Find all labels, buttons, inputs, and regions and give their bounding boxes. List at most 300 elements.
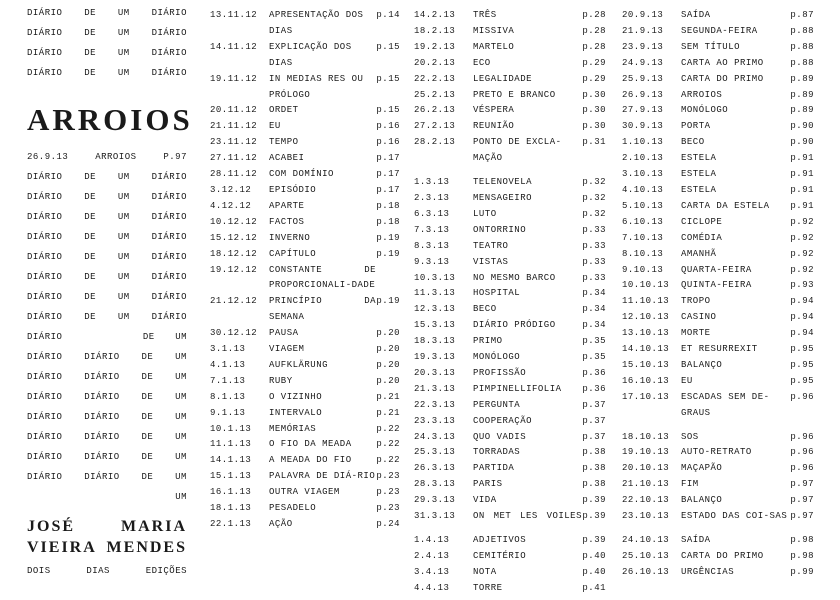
- entry-date: 7.3.13: [414, 224, 450, 235]
- entry-date: 9.3.13: [414, 256, 450, 267]
- repeat-line: [27, 432, 187, 452]
- entry-date: 1.3.13: [414, 177, 450, 188]
- entry-page: p.34: [582, 320, 606, 331]
- entry-page: p.32: [582, 192, 606, 203]
- entry-date: 28.2.13: [414, 137, 456, 148]
- entry-date: 14.11.12: [210, 41, 258, 52]
- entry-title: APRESENTAÇÃO DOS DIAS: [269, 10, 364, 36]
- entry-date: 21.10.13: [622, 479, 670, 490]
- word: DE: [141, 452, 154, 462]
- entry-page: p.30: [582, 105, 606, 116]
- entry-date: 8.10.13: [622, 248, 664, 259]
- toc-entry: [414, 493, 606, 509]
- entry-date: 8.3.13: [414, 240, 450, 251]
- entry-title: BECO: [681, 137, 705, 148]
- entry-date: 7.10.13: [622, 232, 664, 243]
- entry-title: INVERNO: [269, 232, 311, 243]
- toc-entry: [622, 374, 814, 390]
- word: DE: [84, 48, 97, 58]
- word: DIAS: [86, 566, 110, 576]
- toc-entry: [622, 477, 814, 493]
- entry-title: O FIO DA MEADA: [269, 439, 352, 450]
- entry-title: ECO: [473, 57, 491, 68]
- entry-date: 24.9.13: [622, 57, 664, 68]
- entry-page: p.98: [790, 535, 814, 545]
- word: DIÁRIO: [151, 212, 187, 222]
- entry-title: MONÓLOGO: [473, 352, 521, 363]
- toc-entry: [622, 167, 814, 183]
- entry-page: p.33: [582, 256, 606, 267]
- toc-entry: [622, 88, 814, 104]
- entry-page: p.21: [376, 407, 400, 418]
- entry-title: CAPÍTULO: [269, 248, 317, 259]
- entry-date: 25.3.13: [414, 447, 456, 458]
- toc-entry: [210, 135, 400, 151]
- toc-entry: [210, 453, 400, 469]
- word: DE: [84, 312, 97, 322]
- entry-page: p.97: [790, 479, 814, 490]
- toc-entry: [210, 294, 400, 326]
- word: JOSÉ: [27, 518, 76, 535]
- entry-title: VISTAS: [473, 256, 509, 267]
- entry-date: 12.3.13: [414, 304, 456, 315]
- entry-page: p.33: [582, 272, 606, 283]
- entry-date: 18.10.13: [622, 431, 670, 442]
- toc-entry: [210, 247, 400, 263]
- toc-entry: [414, 271, 606, 287]
- entry-page: p.15: [376, 73, 400, 84]
- word: UM: [175, 332, 187, 342]
- word: DIÁRIO: [27, 172, 63, 182]
- entry-date: 19.11.12: [210, 73, 258, 84]
- entry-date: 27.11.12: [210, 153, 258, 164]
- entry-page: p.23: [376, 471, 400, 482]
- repeat-line: [27, 232, 187, 252]
- entry-title: TRÊS: [473, 10, 497, 20]
- entry-date: 26.3.13: [414, 463, 456, 474]
- entry-title: CICLOPE: [681, 216, 723, 227]
- entry-title: CARTA DA ESTELA: [681, 200, 770, 211]
- entry-date: 25.9.13: [622, 73, 664, 84]
- entry-title: HOSPITAL: [473, 288, 521, 299]
- entry-title: AÇÃO: [269, 519, 293, 529]
- entry-page: p.35: [582, 352, 606, 363]
- word: DIÁRIO: [84, 392, 120, 402]
- entry-page: p.93: [790, 280, 814, 291]
- entry-date: 19.12.12: [210, 264, 258, 275]
- repeat-line: [27, 172, 187, 192]
- word: DIÁRIO: [84, 432, 120, 442]
- toc-entry: [414, 40, 606, 56]
- entry-title: ET RESURREXIT: [681, 344, 758, 355]
- entry-page: p.92: [790, 216, 814, 227]
- entry-date: 24.10.13: [622, 535, 670, 545]
- toc-entry: [414, 445, 606, 461]
- entry-date: 25.10.13: [622, 550, 670, 561]
- toc-entry: [622, 151, 814, 167]
- word: DIÁRIO: [27, 48, 63, 58]
- toc-entry: [622, 565, 814, 581]
- word: DIÁRIO: [151, 292, 187, 302]
- entry-date: 26.9.13: [622, 89, 664, 100]
- word: UM: [175, 412, 187, 422]
- toc-entry: [414, 477, 606, 493]
- word: DE: [84, 292, 97, 302]
- entry-page: p.98: [790, 550, 814, 561]
- repeat-line: [27, 392, 187, 412]
- repeat-line: [27, 48, 187, 68]
- word: UM: [117, 212, 130, 222]
- entry-page: p.89: [790, 89, 814, 100]
- entry-title: PERGUNTA: [473, 399, 521, 410]
- entry-date: 20.2.13: [414, 57, 456, 68]
- entry-page: p.41: [582, 582, 606, 593]
- entry-title: PIMPINELLIFOLIA: [473, 383, 562, 394]
- cover-column: [27, 8, 193, 576]
- word: DIÁRIO: [27, 8, 63, 18]
- entry-title: VIAGEM: [269, 344, 305, 355]
- entry-page: p.28: [582, 10, 606, 20]
- section-gap: [622, 422, 814, 430]
- title-entry: [27, 152, 187, 172]
- entry-title: PROFISSÃO: [473, 367, 527, 378]
- entry-date: 29.3.13: [414, 495, 456, 506]
- entry-date: 22.3.13: [414, 399, 456, 410]
- toc-entry: [414, 135, 606, 167]
- entry-title: AUTO-RETRATO: [681, 447, 752, 458]
- entry-title: SEGUNDA-FEIRA: [681, 25, 758, 36]
- toc-column-4: [622, 8, 814, 581]
- entry-page: p.38: [582, 447, 606, 458]
- entry-page: p.35: [582, 336, 606, 347]
- toc-entry: [622, 390, 814, 422]
- entry-title: LUTO: [473, 208, 497, 219]
- word: DIÁRIO: [27, 312, 63, 322]
- entry-date: 20.3.13: [414, 367, 456, 378]
- entry-date: 18.12.12: [210, 248, 258, 259]
- repeat-line: [27, 352, 187, 372]
- entry-title: QUINTA-FEIRA: [681, 280, 752, 291]
- entry-date: 19.3.13: [414, 352, 456, 363]
- entry-title: COM DOMÍNIO: [269, 169, 334, 180]
- entry-page: p.32: [582, 208, 606, 219]
- toc-entry: [622, 103, 814, 119]
- section-gap: [622, 525, 814, 533]
- entry-date: 23.11.12: [210, 137, 258, 148]
- entry-date: 8.1.13: [210, 391, 246, 402]
- word: DIÁRIO: [151, 68, 187, 78]
- entry-date: 23.10.13: [622, 511, 670, 522]
- toc-entry: [622, 509, 814, 525]
- entry-title: ESCADAS SEM DE-GRAUS: [681, 391, 770, 418]
- entry-title: ESTELA: [681, 169, 717, 180]
- entry-title: ARROIOS: [95, 152, 137, 162]
- entry-page: p.36: [582, 367, 606, 378]
- entry-page: p.21: [376, 391, 400, 402]
- entry-date: 1.10.13: [622, 137, 664, 148]
- word: DIÁRIO: [151, 192, 187, 202]
- toc-entry: [622, 430, 814, 446]
- word: DE: [84, 28, 97, 38]
- toc-entry: [414, 88, 606, 104]
- toc-entry: [622, 56, 814, 72]
- entry-date: 4.4.13: [414, 582, 450, 593]
- entry-page: p.23: [376, 487, 400, 498]
- word: UM: [117, 272, 130, 282]
- entry-page: p.33: [582, 240, 606, 251]
- entry-date: 13.10.13: [622, 328, 670, 339]
- toc-entry: [414, 24, 606, 40]
- word: DIÁRIO: [84, 452, 120, 462]
- toc-entry: [622, 549, 814, 565]
- author-name: [27, 516, 187, 558]
- toc-entry: [210, 358, 400, 374]
- toc-entry: [622, 310, 814, 326]
- entry-date: 30.12.12: [210, 328, 258, 339]
- toc-entry: [622, 8, 814, 24]
- entry-page: p.30: [582, 121, 606, 132]
- entry-title: PORTA: [681, 121, 711, 132]
- repeat-line: [27, 372, 187, 392]
- toc-entry: [414, 223, 606, 239]
- repeat-line: [27, 332, 187, 352]
- entry-title: CASINO: [681, 312, 717, 323]
- word: DIÁRIO: [27, 372, 63, 382]
- entry-page: p.18: [376, 200, 400, 211]
- word: DIÁRIO: [151, 172, 187, 182]
- entry-title: PESADELO: [269, 503, 317, 514]
- entry-page: p.20: [376, 375, 400, 386]
- entry-title: TEATRO: [473, 240, 509, 251]
- word: DOIS: [27, 566, 51, 576]
- entry-date: 20.9.13: [622, 10, 664, 20]
- repeat-line: [27, 312, 187, 332]
- entry-title: QUO VADIS: [473, 431, 527, 442]
- word: DE: [84, 272, 97, 282]
- entry-date: 14.2.13: [414, 10, 456, 20]
- word: EDIÇÕES: [145, 566, 187, 576]
- entry-page: p.94: [790, 328, 814, 339]
- entry-date: 17.10.13: [622, 391, 670, 402]
- entry-date: 10.1.13: [210, 423, 252, 434]
- toc-entry: [622, 342, 814, 358]
- entry-title: COMÉDIA: [681, 232, 723, 243]
- toc-entry: [414, 286, 606, 302]
- entry-title: PAUSA: [269, 328, 299, 339]
- entry-title: CEMITÉRIO: [473, 550, 527, 561]
- entry-title: PRETO E BRANCO: [473, 89, 556, 100]
- word: DIÁRIO: [27, 28, 63, 38]
- word: UM: [117, 252, 130, 262]
- entry-page: p.88: [790, 57, 814, 68]
- toc-entry: [414, 72, 606, 88]
- entry-page: p.91: [790, 200, 814, 211]
- word: UM: [175, 452, 187, 462]
- entry-title: PALAVRA DE DIÁ-RIO: [269, 471, 376, 482]
- word: DIÁRIO: [84, 352, 120, 362]
- entry-page: p.16: [376, 137, 400, 148]
- repeat-block-a: [27, 172, 187, 332]
- entry-page: p.38: [582, 479, 606, 490]
- toc-entry: [414, 461, 606, 477]
- toc-entry: [414, 302, 606, 318]
- toc-entry: [622, 183, 814, 199]
- entry-title: CARTA DO PRIMO: [681, 73, 764, 84]
- entry-page: p.96: [790, 431, 814, 442]
- toc-entry: [414, 581, 606, 597]
- toc-entry: [414, 366, 606, 382]
- header-repeat: [27, 8, 187, 88]
- toc-entry: [414, 103, 606, 119]
- entry-title: BALANÇO: [681, 495, 723, 506]
- entry-date: 3.12.12: [210, 184, 252, 195]
- word: DE: [141, 372, 154, 382]
- entry-date: 11.1.13: [210, 439, 252, 450]
- toc-entry: [414, 239, 606, 255]
- entry-title: AMANHÃ: [681, 248, 717, 259]
- word: DE: [141, 432, 154, 442]
- toc-entry: [622, 119, 814, 135]
- toc-entry: [414, 119, 606, 135]
- entry-title: NO MESMO BARCO: [473, 272, 556, 283]
- entry-page: p.19: [376, 232, 400, 243]
- entry-date: 4.10.13: [622, 184, 664, 195]
- entry-title: COOPERAÇÃO: [473, 415, 533, 426]
- entry-date: 21.9.13: [622, 25, 664, 36]
- word: DIÁRIO: [151, 272, 187, 282]
- entry-title: RUBY: [269, 375, 293, 386]
- entry-date: 15.3.13: [414, 320, 456, 331]
- word: DE: [84, 172, 97, 182]
- entry-page: p.95: [790, 344, 814, 355]
- entry-page: p.16: [376, 121, 400, 132]
- entry-title: TROPO: [681, 296, 711, 307]
- entry-page: p.92: [790, 232, 814, 243]
- word: DE: [141, 472, 154, 482]
- entry-date: 31.3.13: [414, 511, 456, 522]
- toc-entry: [414, 56, 606, 72]
- entry-title: ORDET: [269, 105, 299, 116]
- toc-entry: [414, 255, 606, 271]
- toc-entry: [414, 382, 606, 398]
- toc-entry: [622, 533, 814, 549]
- entry-page: p.28: [582, 41, 606, 52]
- entry-date: 3.1.13: [210, 344, 246, 355]
- toc-entry: [414, 414, 606, 430]
- entry-date: 14.1.13: [210, 455, 252, 466]
- toc-entry: [622, 135, 814, 151]
- entry-date: 19.10.13: [622, 447, 670, 458]
- toc-entry: [210, 469, 400, 485]
- entry-page: p.29: [582, 57, 606, 68]
- entry-title: PARTIDA: [473, 463, 515, 474]
- entry-page: p.33: [582, 224, 606, 235]
- author-line: [27, 537, 187, 558]
- entry-page: p.37: [582, 431, 606, 442]
- word: DIÁRIO: [27, 252, 63, 262]
- entry-date: 11.10.13: [622, 296, 670, 307]
- entry-title: APARTE: [269, 200, 305, 211]
- word: DIÁRIO: [27, 332, 63, 342]
- word: DE: [84, 212, 97, 222]
- toc-entry: [414, 350, 606, 366]
- entry-title: LEGALIDADE: [473, 73, 533, 84]
- toc-entry: [210, 183, 400, 199]
- word: DIÁRIO: [151, 28, 187, 38]
- entry-title: URGÊNCIAS: [681, 566, 735, 577]
- entry-title: SOS: [681, 431, 699, 442]
- word: DIÁRIO: [27, 292, 63, 302]
- entry-page: p.40: [582, 550, 606, 561]
- entry-page: p.88: [790, 25, 814, 36]
- entry-title: FIM: [681, 479, 699, 490]
- entry-title: TELENOVELA: [473, 177, 533, 188]
- toc-entry: [210, 167, 400, 183]
- entry-date: 6.10.13: [622, 216, 664, 227]
- entry-title: INTERVALO: [269, 407, 323, 418]
- word: DIÁRIO: [151, 48, 187, 58]
- entry-page: p.19: [376, 296, 400, 307]
- toc-entry: [414, 398, 606, 414]
- word: UM: [175, 432, 187, 442]
- entry-date: 16.10.13: [622, 375, 670, 386]
- entry-title: MARTELO: [473, 41, 515, 52]
- entry-date: 22.2.13: [414, 73, 456, 84]
- toc-entry: [414, 191, 606, 207]
- entry-page: p.28: [582, 25, 606, 36]
- entry-date: 22.10.13: [622, 495, 670, 506]
- entry-date: 28.3.13: [414, 479, 456, 490]
- entry-date: 4.1.13: [210, 359, 246, 370]
- entry-date: 2.10.13: [622, 153, 664, 164]
- entry-date: 16.1.13: [210, 487, 252, 498]
- entry-date: 7.1.13: [210, 375, 246, 386]
- toc-entry: [622, 24, 814, 40]
- entry-page: p.30: [582, 89, 606, 100]
- entry-date: 20.10.13: [622, 463, 670, 474]
- entry-date: 9.1.13: [210, 407, 246, 418]
- toc-entry: [622, 247, 814, 263]
- entry-title: CONSTANTE DE PROPORCIONALI-DADE: [269, 264, 376, 291]
- entry-page: p.39: [582, 535, 606, 545]
- entry-page: p.94: [790, 296, 814, 307]
- entry-page: p.95: [790, 359, 814, 370]
- toc-entry: [414, 8, 606, 24]
- entry-title: AUFKLÄRUNG: [269, 359, 329, 370]
- section-gap: [414, 167, 606, 175]
- word: DIÁRIO: [27, 352, 63, 362]
- entry-title: ARROIOS: [681, 89, 723, 100]
- toc-entry: [622, 215, 814, 231]
- entry-title: CARTA AO PRIMO: [681, 57, 764, 68]
- word: DIÁRIO: [151, 232, 187, 242]
- entry-date: 11.3.13: [414, 288, 456, 299]
- toc-entry: [210, 231, 400, 247]
- entry-page: p.91: [790, 153, 814, 164]
- word: DE: [84, 232, 97, 242]
- toc-entry: [210, 437, 400, 453]
- entry-page: p.19: [376, 248, 400, 259]
- entry-page: p.96: [790, 391, 814, 402]
- entry-date: 4.12.12: [210, 200, 252, 211]
- word: DE: [141, 392, 154, 402]
- entry-page: p.40: [582, 566, 606, 577]
- word: DIÁRIO: [27, 452, 63, 462]
- word: VIEIRA: [27, 539, 97, 556]
- entry-page: p.90: [790, 137, 814, 148]
- entry-title: PONTO DE EXCLA-MAÇÃO: [473, 137, 562, 164]
- repeat-line: [27, 192, 187, 212]
